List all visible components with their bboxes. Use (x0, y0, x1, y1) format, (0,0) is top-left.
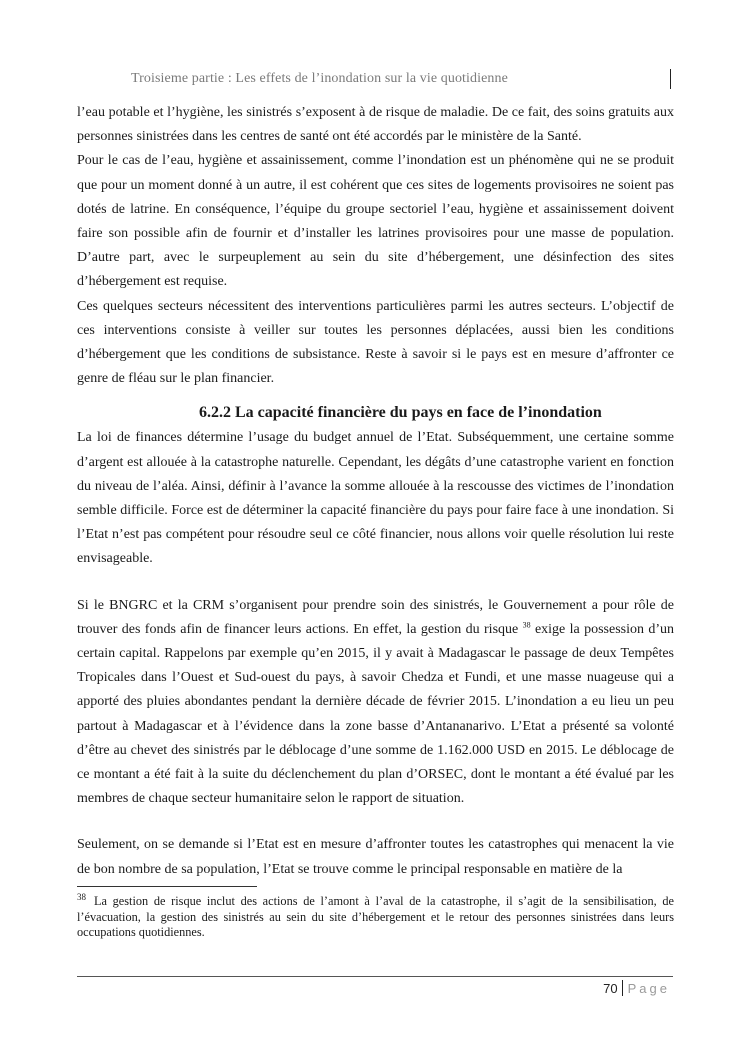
page-footer (603, 979, 670, 999)
paragraph-text: exige la possession d’un certain capital. Rappelons par exemple qu’en 2015, il y avait à Madagascar le passage de deux Tempêtes Tropicales dans l’Ouest et Sud-ouest du pays, à savoir Chedza et Fundi, et une masse nuageuse qui a apporté des pluies abondantes pendant la dernière décade de février 2015. L’inondation a eu lieu un peu partout à Madagascar et à l’évidence dans la zone basse d’Antananarivo. L’Etat a présenté sa volonté d’être au chevet des sinistrés par le déblocage d’une somme de 1.162.000 USD en 2015. Le déblocage de ce montant a été fait à la suite du déclenchement du plan d’ORSEC, dont le montant a été évalué par les membres de chaque secteur humanitaire selon le rapport de situation. (77, 621, 674, 807)
paragraph: Ces quelques secteurs nécessitent des interventions particulières parmi les autres secteurs. L’objectif de ces interventions consiste à veiller sur toutes les personnes déplacées, aussi bien les conditions d’hébergement que les conditions de subsistance. Reste à savoir si le pays est en mesure d’affronter ce genre de fléau sur le plan financier. (77, 298, 674, 387)
footer-separator (622, 980, 623, 996)
running-header: Troisieme partie : Les effets de l’inondation sur la vie quotidienne (131, 71, 508, 86)
body-text (77, 101, 674, 882)
section-heading: 6.2.2 La capacité financière du pays en face de l’inondation (199, 404, 602, 422)
paragraph: Seulement, on se demande si l’Etat est en mesure d’affronter toutes les catastrophes qui menacent la vie de bon nombre de sa population, l’Etat se trouve comme le principal responsable en matière de la (77, 837, 674, 877)
footnote-separator (77, 886, 257, 887)
paragraph: Pour le cas de l’eau, hygiène et assainissement, comme l’inondation est un phénomène qui ne se produit que pour un moment donné à un autre, il est cohérent que ces sites de logements provisoires ne soient pas dotés de latrine. En conséquence, l’équipe du groupe sectoriel l’eau, hygiène et assainissement doivent faire son possible afin de fournir et d’installer les latrines provisoires pour une masse de population. D’autre part, avec le surpeuplement au sein du site d’hébergement, une désinfection des sites d’hébergement est requise. (77, 153, 674, 290)
page-number: 70 (603, 981, 618, 996)
paragraph: La loi de finances détermine l’usage du budget annuel de l’Etat. Subséquemment, une certaine somme d’argent est allouée à la catastrophe naturelle. Cependant, les dégâts d’une catastrophe varient en fonction du niveau de l’aléa. Ainsi, définir à l’avance la somme allouée à la rescousse des victimes de l’inondation semble difficile. Force est de déterminer la capacité financière du pays pour faire face à une inondation. Si l’Etat n’est pas compétent pour résoudre seul ce côté financier, nous allons voir quelle résolution lui reste envisageable. (77, 430, 674, 567)
footnote (77, 891, 674, 941)
page-label: Page (627, 981, 670, 996)
footnote-reference[interactable]: 38 (522, 620, 531, 630)
footnote-text: La gestion de risque inclut des actions de l’amont à l’aval de la catastrophe, il s’agit de la sensibilisation, de l’évacuation, la gestion des sinistrés au sein du site d’hébergement et le retour des personnes sinistrées dans leurs occupations quotidiennes. (77, 894, 674, 940)
footnote-number: 38 (77, 891, 86, 902)
paragraph-with-footnote (77, 594, 674, 812)
footer-divider (77, 976, 673, 977)
header-divider (670, 69, 671, 89)
paragraph: l’eau potable et l’hygiène, les sinistrés s’exposent à de risque de maladie. De ce fait, des soins gratuits aux personnes sinistrées dans les centres de santé ont été accordés par le ministère de la Santé. (77, 105, 674, 145)
paragraph-text: Si le BNGRC et la CRM s’organisent pour prendre soin des sinistrés, le Gouvernement a pour rôle de trouver des fonds afin de financer leurs actions. En effet, la gestion du risque (77, 597, 674, 637)
